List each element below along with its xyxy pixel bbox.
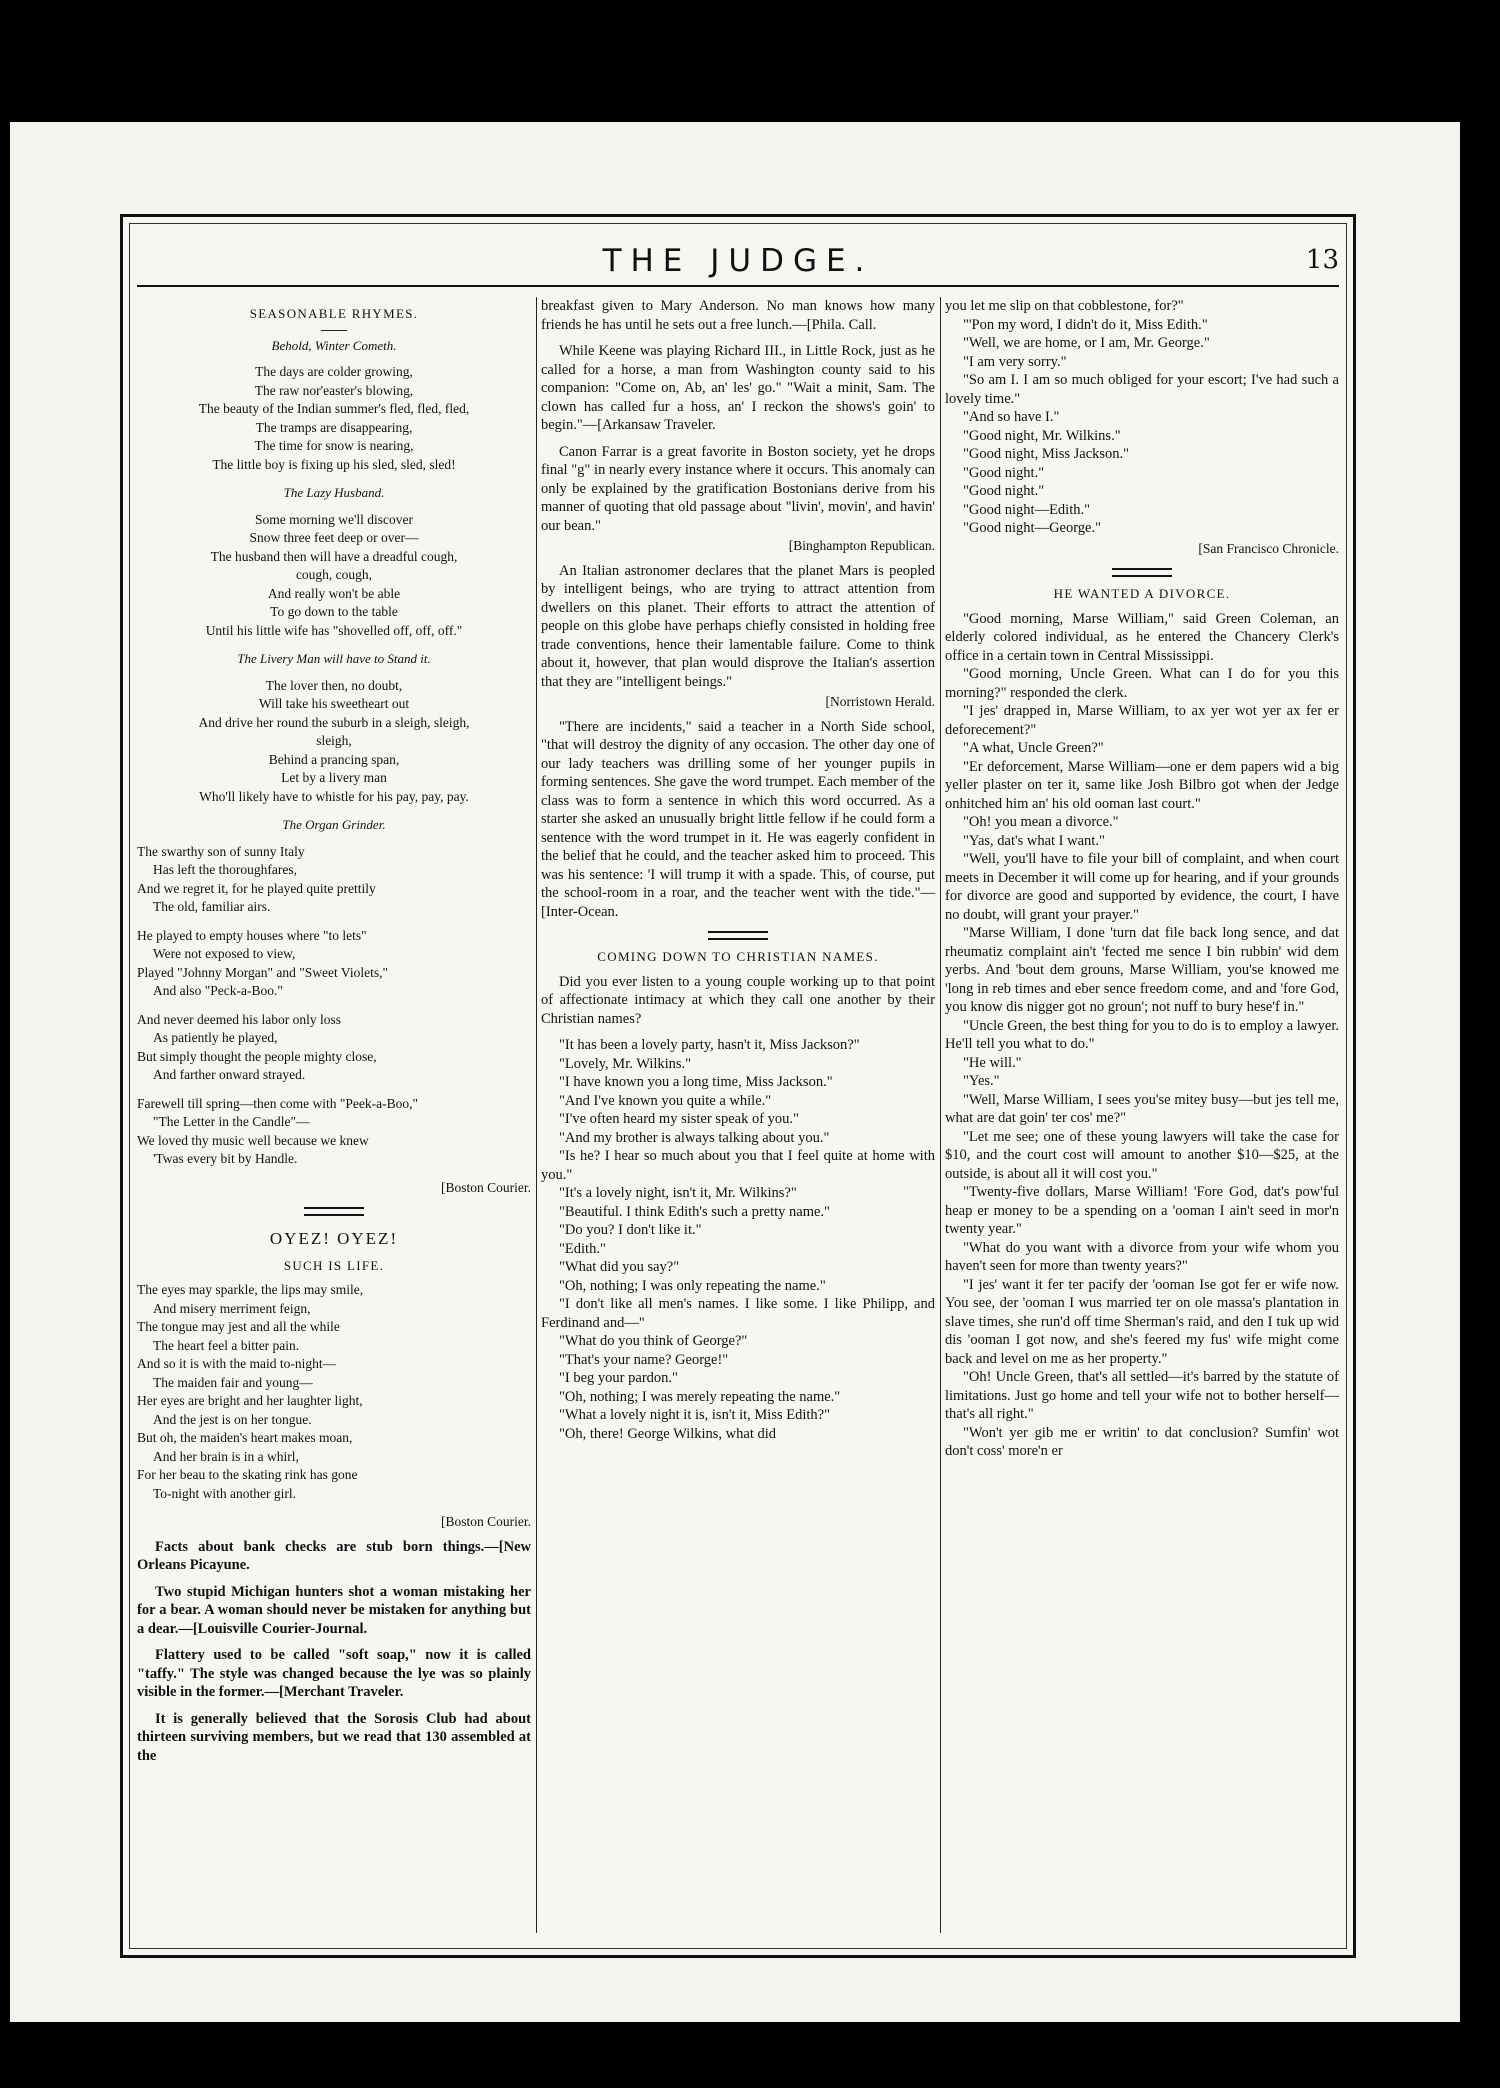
verse-line: The days are colder growing, — [255, 364, 413, 379]
dialogue-line: "That's your name? George!" — [559, 1351, 729, 1368]
source-credit: [Binghampton Republican. — [788, 538, 935, 553]
verse-line: Behind a prancing span, — [268, 751, 400, 767]
paragraph: "Good morning, Uncle Green. What can I do for you this morning?" responded the clerk. — [945, 666, 1339, 701]
paragraph: Flattery used to be called "soft soap," now it is called "taffy." The style was changed because the lye was so plainly visible in the former.—[Merchant Traveler. — [137, 1647, 531, 1700]
verse-line: Who'll likely have to whistle for his pay, pay, pay. — [199, 788, 469, 804]
paragraph: "Er deforcement, Marse William—one er dem papers wid a big yeller plaster on ter it, same like Josh Bilbro got when der Jedge onhitched him an' his old ooman last court." — [945, 758, 1339, 812]
page-title: THE JUDGE. — [602, 243, 874, 279]
verse-line: The eyes may sparkle, the lips may smile, — [137, 1282, 364, 1297]
paragraph: Did you ever listen to a young couple working up to that point of affectionate intimacy at which they call one another by their Christian names? — [541, 973, 935, 1027]
paragraph: "Twenty-five dollars, Marse William! 'Fore God, dat's pow'ful heap er money to be a spending on a 'ooman I ain't seed in mor'n twenty year." — [945, 1184, 1339, 1237]
dialogue-line: "I beg your pardon." — [559, 1370, 678, 1386]
verse-line: The tongue may jest and all the while — [137, 1319, 340, 1334]
verse-line: Let by a livery man — [281, 770, 387, 785]
verse-line: The husband then will have a dreadful cough, — [210, 548, 458, 564]
newspaper-page — [120, 214, 1356, 1958]
poem-stanza — [137, 843, 531, 917]
verse-line: And so it is with the maid to-night— — [137, 1356, 337, 1371]
verse-line: The little boy is fixing up his sled, sled, sled! — [212, 456, 456, 472]
paragraph: breakfast given to Mary Anderson. No man knows how many friends he has until he sets out a free lunch.—[Phila. Call. — [541, 298, 935, 333]
paragraph: "Well, you'll have to file your bill of complaint, and when court meets in December it will come up for hearing, and if your grounds for divorce are good and supported by evidence, the court, I have no doubt, will grant your prayer." — [945, 851, 1339, 923]
verse-line: As patiently he played, — [153, 1030, 278, 1045]
poem-subtitle: The Livery Man will have to Stand it. — [237, 651, 431, 666]
poem-stanza — [137, 1281, 531, 1503]
dialogue-line: "Good night." — [963, 464, 1045, 481]
paragraph: "He will." — [963, 1054, 1022, 1071]
paragraph: "Let me see; one of these young lawyers will take the case for $10, and the court cost will amount to another $10—$25, at the outside, is about all it will cost you." — [945, 1128, 1339, 1182]
paragraph: Facts about bank checks are stub born things.—[New Orleans Picayune. — [137, 1538, 531, 1573]
verse-line: The raw nor'easter's blowing, — [254, 382, 414, 398]
verse-line: Will take his sweetheart out — [258, 696, 410, 711]
dialogue-line: "What did you say?" — [559, 1259, 680, 1275]
verse-line: Her eyes are bright and her laughter light, — [137, 1393, 363, 1408]
verse-line: But oh, the maiden's heart makes moan, — [137, 1430, 353, 1445]
poem-subtitle: Behold, Winter Cometh. — [271, 337, 397, 353]
dialogue-line: "Good night, Mr. Wilkins." — [963, 427, 1121, 444]
poem-subtitle: The Organ Grinder. — [282, 817, 386, 832]
poem-subtitle: The Lazy Husband. — [283, 485, 385, 500]
paragraph: An Italian astronomer declares that the planet Mars is peopled by intelligent beings, who are trying to attract attention from dwellers on this planet. Their efforts to attract the attention of people on this globe have perhaps chiefly consisted in holding free trade conventions, hence their lamentable failure. Come to think about it, however, that plan would disprove the Italian's assertion that they are "intelligent beings." — [541, 562, 935, 690]
article-heading: SUCH IS LIFE. — [283, 1257, 385, 1273]
verse-line: The old, familiar airs. — [153, 899, 271, 914]
paragraph: "A what, Uncle Green?" — [963, 740, 1104, 756]
dialogue-line: "I have known you a long time, Miss Jackson." — [559, 1074, 833, 1090]
dialogue-line: "Is he? I hear so much about you that I feel quite at home with you." — [541, 1148, 935, 1183]
dialogue-line: "Oh, there! George Wilkins, what did — [559, 1425, 777, 1442]
dialogue-line: "Good night—George." — [963, 520, 1102, 536]
paragraph: "Yas, dat's what I want." — [963, 832, 1105, 849]
dialogue-line: "Lovely, Mr. Wilkins." — [559, 1055, 692, 1072]
poem-stanza — [137, 511, 531, 641]
verse-line: And never deemed his labor only loss — [137, 1011, 341, 1027]
verse-line: The maiden fair and young— — [153, 1374, 313, 1390]
column-3 — [945, 297, 1339, 1933]
dialogue-line: "And I've known you quite a while." — [559, 1092, 772, 1109]
dialogue-line: "Edith." — [559, 1240, 606, 1257]
dialogue-line: "I don't like all men's names. I like some. I like Philipp, and Ferdinand and—" — [541, 1296, 935, 1331]
verse-line: We loved thy music well because we knew — [137, 1132, 369, 1148]
verse-line: Snow three feet deep or over— — [249, 530, 419, 545]
column-rule — [940, 297, 941, 1933]
verse-line: And we regret it, for he played quite prettily — [137, 880, 376, 896]
poem-stanza — [137, 927, 531, 1001]
verse-line: The tramps are disappearing, — [255, 419, 413, 435]
paragraph: "Yes." — [963, 1073, 1000, 1089]
dialogue-line: "I've often heard my sister speak of you." — [559, 1111, 799, 1127]
dialogue-line: "Well, we are home, or I am, Mr. George." — [963, 335, 1210, 351]
dialogue-line: "Oh, nothing; I was merely repeating the name." — [559, 1388, 841, 1405]
verse-line: Were not exposed to view, — [153, 946, 296, 961]
column-1 — [137, 297, 531, 1933]
verse-line: He played to empty houses where "to lets" — [137, 927, 367, 943]
article-heading: HE WANTED A DIVORCE. — [1053, 586, 1231, 601]
verse-line: The swarthy son of sunny Italy — [137, 843, 305, 859]
verse-line: "The Letter in the Candle"— — [153, 1114, 310, 1129]
dialogue — [541, 1036, 935, 1443]
column-2 — [541, 297, 935, 1933]
verse-line: And farther onward strayed. — [153, 1067, 306, 1082]
paragraph: "Oh! Uncle Green, that's all settled—it's barred by the statute of limitations. Just go home and tell your wife not to bother herself—that's all right." — [945, 1369, 1339, 1422]
paragraph: "Good morning, Marse William," said Green Coleman, an elderly colored individual, as he entered the Chancery Clerk's office in a certain town in Central Mississippi. — [945, 610, 1339, 664]
verse-line: And really won't be able — [267, 585, 401, 601]
dialogue-line: "Good night—Edith." — [963, 501, 1091, 518]
dialogue-line: "What a lovely night it is, isn't it, Miss Edith?" — [559, 1407, 831, 1423]
verse-line: And the jest is on her tongue. — [153, 1411, 312, 1427]
divider — [708, 931, 768, 940]
verse-line: For her beau to the skating rink has gone — [137, 1467, 358, 1482]
paragraph: "What do you want with a divorce from your wife whom you haven't seen for more than twenty years?" — [945, 1239, 1339, 1274]
dialogue-line: "Good night." — [963, 483, 1045, 499]
source-credit: [San Francisco Chronicle. — [1198, 540, 1339, 556]
dialogue-line: "Do you? I don't like it." — [559, 1222, 702, 1238]
divider — [1112, 568, 1172, 577]
dialogue-line: "I am very sorry." — [963, 353, 1067, 370]
dialogue-line: "Beautiful. I think Edith's such a pretty name." — [559, 1203, 830, 1220]
divider — [304, 1207, 364, 1216]
column-rule — [536, 297, 537, 1933]
verse-line: To go down to the table — [270, 604, 398, 619]
dialogue — [945, 297, 1339, 538]
verse-line: And drive her round the suburb in a sleigh, sleigh, — [198, 714, 470, 730]
article-body — [945, 610, 1339, 1461]
poem-stanza — [137, 677, 531, 807]
paragraph: "Well, Marse William, I sees you'se mitey busy—but jes tell me, what are dat goin' ter cos' me?" — [945, 1091, 1339, 1126]
verse-line: And misery merriment feign, — [153, 1300, 311, 1316]
dialogue-line: "Oh, nothing; I was only repeating the name." — [559, 1277, 826, 1294]
verse-line: sleigh, — [316, 733, 352, 748]
paragraph: It is generally believed that the Sorosis Club had about thirteen surviving members, but we read that 130 assembled at the — [137, 1710, 531, 1764]
verse-line: But simply thought the people mighty close, — [137, 1048, 377, 1064]
dialogue-line: "And my brother is always talking about you." — [559, 1129, 830, 1146]
verse-line: 'Twas every bit by Handle. — [153, 1151, 298, 1166]
paragraph: "Marse William, I done 'turn dat file back long sence, and dat rheumatiz complaint ain't 'fected me sence I bin rubbin' wid dem yerbs. And 'bout dem grouns, Marse William, you'se knowed me 'long in reb times and eber sence freedom come, and and 'fore God, you know dis nigger got no groun'; not nuff to bury hese'f in." — [945, 925, 1339, 1015]
source-credit: [Boston Courier. — [441, 1179, 531, 1195]
verse-line: The heart feel a bitter pain. — [153, 1337, 300, 1353]
masthead — [137, 235, 1339, 287]
verse-line: To-night with another girl. — [153, 1485, 297, 1501]
dialogue-line: you let me slip on that cobblestone, for?" — [945, 298, 1184, 314]
poem-stanza — [137, 363, 531, 474]
dialogue-line: "It's a lovely night, isn't it, Mr. Wilkins?" — [559, 1185, 797, 1201]
article-heading: SEASONABLE RHYMES. — [249, 306, 419, 321]
dialogue-line: "It has been a lovely party, hasn't it, Miss Jackson?" — [559, 1037, 860, 1053]
paragraph: "Oh! you mean a divorce." — [963, 814, 1119, 830]
verse-line: cough, cough, — [295, 567, 373, 582]
verse-line: The beauty of the Indian summer's fled, fled, fled, — [198, 401, 470, 416]
section-heading: OYEZ! OYEZ! — [269, 1229, 399, 1248]
dialogue-line: "So am I. I am so much obliged for your escort; I've had such a lovely time." — [945, 372, 1339, 407]
dialogue-line: "'Pon my word, I didn't do it, Miss Edith." — [963, 316, 1208, 333]
article-heading: COMING DOWN TO CHRISTIAN NAMES. — [597, 949, 879, 964]
verse-line: And her brain is in a whirl, — [153, 1448, 299, 1464]
verse-line: The time for snow is nearing, — [254, 438, 414, 453]
verse-line: The lover then, no doubt, — [265, 677, 403, 693]
paragraph: Canon Farrar is a great favorite in Boston society, yet he drops final "g" in nearly every instance where it occurs. This anomaly can only be explained by the gratification Bostonians derive from his manner of quoting that old passage about "livin', movin', and havin' our bean." — [541, 443, 935, 534]
paragraph: "Won't yer gib me er writin' to dat conclusion? Sumfin' wot don't coss' more'n er — [945, 1424, 1339, 1459]
page-number: 13 — [1305, 245, 1339, 275]
verse-line: Farewell till spring—then come with "Peek-a-Boo," — [137, 1095, 418, 1111]
dialogue-line: "What do you think of George?" — [559, 1333, 748, 1349]
verse-line: Until his little wife has "shovelled off, off, off." — [205, 622, 463, 638]
paragraph: "I jes' want it fer ter pacify der 'ooman Ise got fer er wife now. You see, der 'ooman I wus married ter on ole massa's plantation in slave times, she run'd off time Sherman's raid, and den I tuk up wid dis 'ooman I got now, and she's feered my fus' wife might come back and level on me as her property." — [945, 1276, 1339, 1367]
poem-stanza — [137, 1095, 531, 1169]
verse-line: Some morning we'll discover — [254, 511, 414, 527]
paragraph: While Keene was playing Richard III., in Little Rock, just as he called for a horse, a man from Washington county said to his companion: "Come on, Ab, an' les' go." "Wait a minit, Sam. The clown has called fur a hoss, an' I reckon the shows's goin' to begin."—[Arkansaw Traveler. — [541, 343, 935, 433]
divider — [321, 330, 347, 331]
source-credit: [Boston Courier. — [441, 1514, 531, 1529]
source-credit: [Norristown Herald. — [825, 694, 935, 709]
verse-line: Has left the thoroughfares, — [153, 862, 297, 877]
paragraph: Two stupid Michigan hunters shot a woman mistaking her for a bear. A woman should never be mistaken for anything but a dear.—[Louisville Courier-Journal. — [137, 1583, 531, 1637]
poem-stanza — [137, 1011, 531, 1085]
paragraph: "There are incidents," said a teacher in a North Side school, "that will destroy the dignity of any occasion. The other day one of our lady teachers was drilling some of her younger pupils in forming sentences. She gave the word trumpet. Each member of the class was to form a sentence in which this word occurred. As a starter she asked an unusually bright little fellow if he could form a sentence with the word trumpet in it. He was eagerly confident in the belief that he could, and the teacher asked him to proceed. This was his sentence: 'I will trump it with a spade. This, of course, put the school-room in a roar, and the teacher went with the tide."—[Inter-Ocean. — [541, 718, 935, 920]
verse-line: Played "Johnny Morgan" and "Sweet Violets," — [137, 964, 388, 980]
dialogue-line: "And so have I." — [963, 409, 1060, 425]
paragraph: "Uncle Green, the best thing for you to do is to employ a lawyer. He'll tell you what to do." — [945, 1017, 1339, 1052]
verse-line: And also "Peck-a-Boo." — [153, 983, 283, 998]
paragraph: "I jes' drapped in, Marse William, to ax yer wot yer ax fer er deforecement?" — [945, 703, 1339, 738]
dialogue-line: "Good night, Miss Jackson." — [963, 446, 1130, 462]
